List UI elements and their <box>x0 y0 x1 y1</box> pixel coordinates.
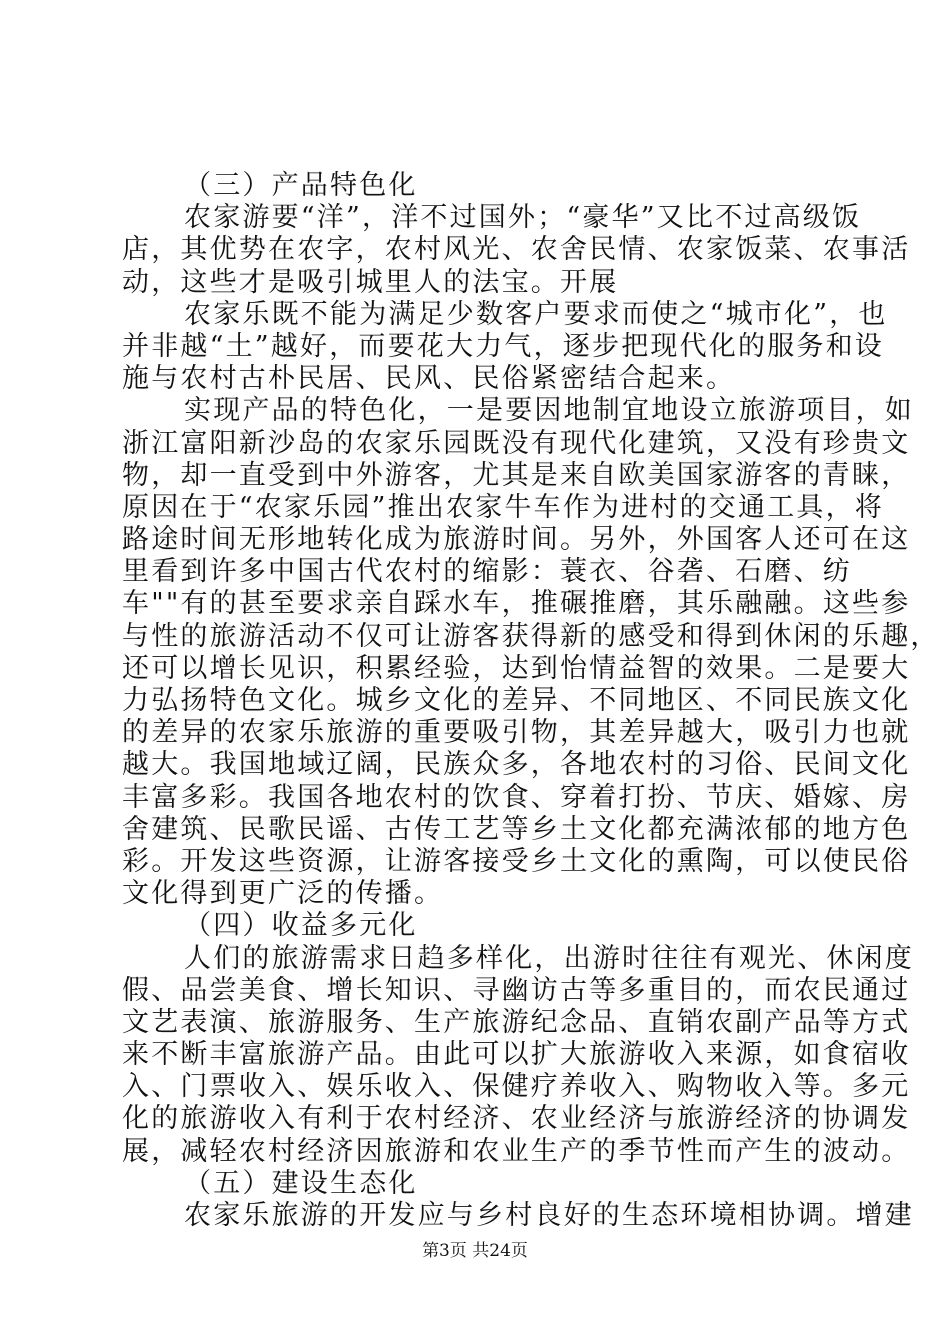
text-line: 入、门票收入、娱乐收入、保健疗养收入、购物收入等。多元 <box>122 1071 911 1103</box>
text-line: 动，这些才是吸引城里人的法宝。开展 <box>122 266 619 298</box>
text-line: 店，其优势在农字，农村风光、农舍民情、农家饭菜、农事活 <box>122 234 911 266</box>
text-line: 丰富多彩。我国各地农村的饮食、穿着打扮、节庆、婚嫁、房 <box>122 781 911 813</box>
text-line: 舍建筑、民歌民谣、古传工艺等乡土文化都充满浓郁的地方色 <box>122 813 911 845</box>
text-line: 彩。开发这些资源，让游客接受乡土文化的熏陶，可以使民俗 <box>122 845 911 877</box>
text-line: 化的旅游收入有利于农村经济、农业经济与旅游经济的协调发 <box>122 1103 911 1135</box>
text-line: 越大。我国地域辽阔，民族众多，各地农村的习俗、民间文化 <box>122 749 911 781</box>
text-line: 还可以增长见识，积累经验，达到怡情益智的效果。二是要大 <box>122 652 911 684</box>
text-line: 力弘扬特色文化。城乡文化的差异、不同地区、不同民族文化 <box>122 685 911 716</box>
text-line: （三）产品特色化 <box>184 170 418 201</box>
text-line: 施与农村古朴民居、民风、民俗紧密结合起来。 <box>122 363 736 395</box>
text-line: 并非越“土”越好，而要花大力气，逐步把现代化的服务和设 <box>122 330 885 362</box>
text-line: 假、品尝美食、增长知识、寻幽访古等多重目的，而农民通过 <box>122 974 911 1006</box>
text-line: （四）收益多元化 <box>184 910 418 942</box>
text-line: 农家乐旅游的开发应与乡村良好的生态环境相协调。增建 <box>184 1200 914 1231</box>
text-line: 文化得到更广泛的传播。 <box>122 878 444 910</box>
text-line: 展，减轻农村经济因旅游和农业生产的季节性而产生的波动。 <box>122 1135 911 1167</box>
text-line: 实现产品的特色化，一是要因地制宜地设立旅游项目，如 <box>184 395 914 427</box>
text-line: 人们的旅游需求日趋多样化，出游时往往有观光、休闲度 <box>184 942 914 974</box>
text-line: 来不断丰富旅游产品。由此可以扩大旅游收入来源，如食宿收 <box>122 1039 911 1071</box>
text-line: 农家游要“洋”，洋不过国外；“豪华”又比不过高级饭 <box>184 202 862 234</box>
text-line: 路途时间无形地转化成为旅游时间。另外，外国客人还可在这 <box>122 524 911 556</box>
text-line: 车""有的甚至要求亲自踩水车，推碾推磨，其乐融融。这些参 <box>122 588 911 620</box>
document-body <box>122 170 940 1232</box>
text-line: 文艺表演、旅游服务、生产旅游纪念品、直销农副产品等方式 <box>122 1006 911 1038</box>
text-line: 物，却一直受到中外游客，尤其是来自欧美国家游客的青睐， <box>122 459 911 491</box>
text-line: （五）建设生态化 <box>184 1167 418 1199</box>
text-line: 农家乐既不能为满足少数客户要求而使之“城市化”，也 <box>184 298 888 330</box>
page-number-footer: 第3页 共24页 <box>422 1241 528 1261</box>
text-line: 原因在于“农家乐园”推出农家牛车作为进村的交通工具，将 <box>122 491 885 523</box>
text-line: 浙江富阳新沙岛的农家乐园既没有现代化建筑，又没有珍贵文 <box>122 427 911 459</box>
text-line: 的差异的农家乐旅游的重要吸引物，其差异越大，吸引力也就 <box>122 717 911 749</box>
text-line: 里看到许多中国古代农村的缩影：蓑衣、谷砻、石磨、纺 <box>122 556 852 588</box>
text-line: 与性的旅游活动不仅可让游客获得新的感受和得到休闲的乐趣， <box>122 620 940 652</box>
